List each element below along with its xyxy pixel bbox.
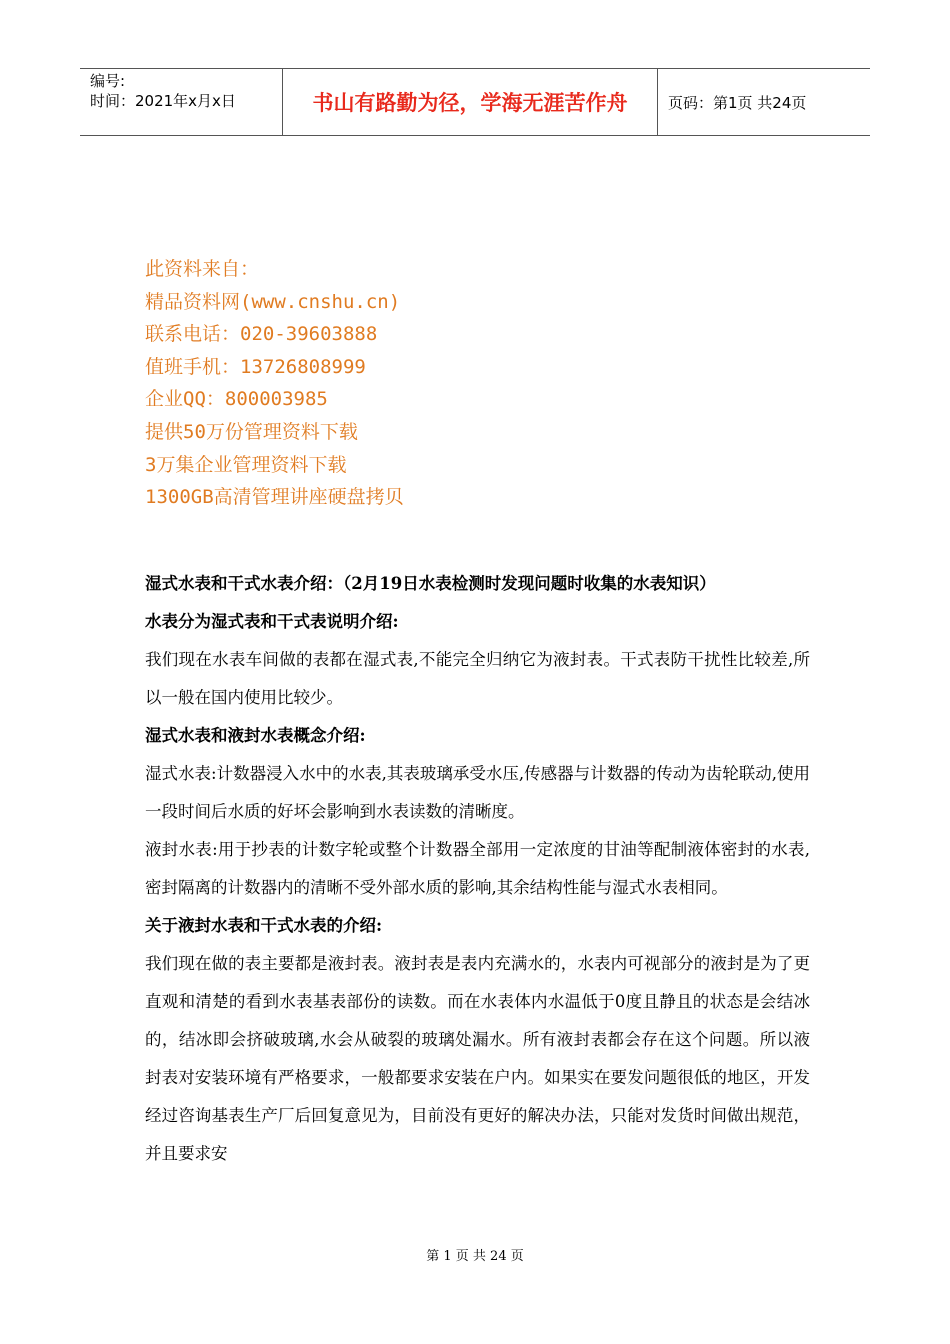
time-label: 时间：2021年x月x日: [90, 92, 236, 110]
serial-label: 编号:: [90, 72, 126, 90]
paragraph: 液封水表:用于抄表的计数字轮或整个计数器全部用一定浓度的甘油等配制液体密封的水表,密封隔离的计数器内的清晰不受外部水质的影响,其余结构性能与湿式水表相同。: [145, 840, 810, 897]
paragraph: 我们现在做的表主要都是液封表。液封表是表内充满水的，水表内可视部分的液封是为了更直观和清楚的看到水表基表部份的读数。而在水表体内水温低于0度且静且的状态是会结冰的，结冰即会挤破玻璃,水会从破裂的玻璃处漏水。所有液封表都会存在这个问题。所以液封表对安装环境有严格要求，一般都要求安装在户内。如果实在要发问题很低的地区，开发经过咨询基表生产厂后回复意见为，目前没有更好的解决办法，只能对发货时间做出规范，并且要求安: [145, 954, 810, 1163]
source-line: 提供50万份管理资料下载: [145, 420, 358, 443]
paragraph: 湿式水表:计数器浸入水中的水表,其表玻璃承受水压,传感器与计数器的传动为齿轮联动,使用一段时间后水质的好坏会影响到水表读数的清晰度。: [145, 764, 810, 821]
source-line: 值班手机：13726808999: [145, 355, 366, 378]
source-line: 企业QQ：800003985: [145, 388, 328, 411]
source-line: 联系电话：020-39603888: [145, 323, 378, 346]
document-title: 湿式水表和干式水表介绍：（2月19日水表检测时发现问题时收集的水表知识）: [145, 574, 716, 593]
document-header: [80, 68, 870, 136]
document-body: [145, 565, 810, 1173]
section-heading: 关于液封水表和干式水表的介绍:: [145, 916, 383, 935]
source-line: 1300GB高清管理讲座硬盘拷贝: [145, 486, 404, 509]
header-motto: 书山有路勤为径，学海无涯苦作舟: [283, 69, 658, 135]
source-line: 此资料来自：: [145, 258, 260, 280]
source-info: [145, 253, 404, 514]
page-footer: 第 1 页 共 24 页: [426, 1249, 524, 1264]
header-page-label: 页码：第1页 共24页: [668, 93, 807, 112]
source-line: 精品资料网(www.cnshu.cn): [145, 290, 401, 313]
header-meta: [80, 69, 283, 135]
section-heading: 湿式水表和液封水表概念介绍:: [145, 726, 366, 745]
paragraph: 我们现在水表车间做的表都在湿式表,不能完全归纳它为液封表。干式表防干扰性比较差,所以一般在国内使用比较少。: [145, 650, 810, 707]
section-heading: 水表分为湿式表和干式表说明介绍:: [145, 612, 399, 631]
source-line: 3万集企业管理资料下载: [145, 453, 347, 476]
